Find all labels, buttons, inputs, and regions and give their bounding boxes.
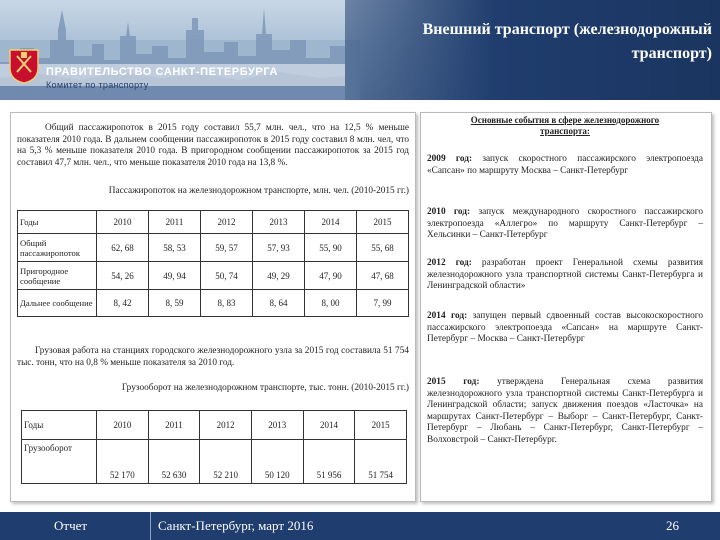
table-row-label: Грузооборот bbox=[22, 440, 97, 484]
table-header-cell: 2012 bbox=[200, 411, 252, 440]
table-header-cell: 2015 bbox=[357, 211, 409, 234]
events-panel bbox=[420, 112, 712, 502]
table-header-cell: 2012 bbox=[201, 211, 253, 234]
table-header-row bbox=[18, 211, 409, 234]
table-row bbox=[22, 440, 407, 484]
table-cell: 7, 99 bbox=[357, 290, 409, 317]
table-cell: 55, 68 bbox=[357, 234, 409, 262]
event-year: 2009 год: bbox=[427, 154, 473, 164]
events-title: Основные события в сфере железнодорожного транспорта: bbox=[470, 115, 660, 136]
table-cell: 8, 59 bbox=[149, 290, 201, 317]
event-text: разработан проект Генеральной схемы развития железнодорожного узла транспортной системы Санкт-Петербурга и Ленинградской области» bbox=[427, 258, 703, 292]
footer-report-label: Отчет bbox=[54, 518, 88, 533]
passenger-freight-panel bbox=[10, 112, 416, 502]
freight-text: Грузовая работа на станциях городского железнодорожного узла за 2015 год составила 51 754 тыс. тонн, что на 0,8 % меньше показателя за 2010 год. bbox=[17, 346, 409, 368]
table-cell: 52 170 bbox=[97, 440, 149, 484]
footer-city-date: Санкт-Петербург, март 2016 bbox=[158, 518, 314, 533]
table-row bbox=[18, 262, 409, 290]
table-header-cell: 2013 bbox=[251, 411, 303, 440]
event-item bbox=[427, 258, 703, 293]
table-cell: 8, 83 bbox=[201, 290, 253, 317]
footer-bar bbox=[0, 512, 720, 540]
event-item bbox=[427, 154, 703, 177]
table-header-cell: 2011 bbox=[149, 211, 201, 234]
table-header-cell: 2010 bbox=[97, 411, 149, 440]
table-cell: 51 754 bbox=[355, 440, 407, 484]
table-cell: 50 120 bbox=[251, 440, 303, 484]
table-cell: 51 956 bbox=[303, 440, 355, 484]
coat-of-arms-icon bbox=[8, 48, 40, 84]
table-cell: 50, 74 bbox=[201, 262, 253, 290]
event-item bbox=[427, 207, 703, 242]
table-cell: 49, 94 bbox=[149, 262, 201, 290]
table-cell: 8, 00 bbox=[305, 290, 357, 317]
table-cell: 59, 57 bbox=[201, 234, 253, 262]
table-cell: 55, 90 bbox=[305, 234, 357, 262]
event-item bbox=[427, 377, 703, 447]
table-row-label: Дальнее сообщение bbox=[18, 290, 97, 317]
table-cell: 54, 26 bbox=[97, 262, 149, 290]
event-text: запуск международного скоростного пассажирского электропоезда «Аллегро» по маршруту Санкт-Петербург – Хельсинки – Санкт-Петербург bbox=[427, 207, 704, 241]
table-row bbox=[18, 234, 409, 262]
event-year: 2015 год: bbox=[427, 377, 480, 387]
table-cell: 52 630 bbox=[148, 440, 200, 484]
table-header-cell: 2011 bbox=[148, 411, 200, 440]
event-text: запущен первый сдвоенный состав высокоскоростного пассажирского электропоезда «Сапсан» на маршруте Санкт-Петербург – Москва – Санкт-Петербург bbox=[427, 311, 703, 345]
freight-table bbox=[21, 410, 407, 484]
event-year: 2012 год: bbox=[427, 258, 472, 268]
event-year: 2010 год: bbox=[427, 207, 471, 217]
table-cell: 49, 29 bbox=[253, 262, 305, 290]
table-cell: 8, 42 bbox=[97, 290, 149, 317]
table-header-cell: 2013 bbox=[253, 211, 305, 234]
table-row-label: Пригородное сообщение bbox=[18, 262, 97, 290]
event-text: утверждена Генеральная схема развития железнодорожного узла транспортной системы Санкт-Петербурга и Ленинградской области; запуск движения поездов «Ласточка» на маршрутах Санкт-Петербург – Выборг – Санкт-Петербург, Санкт-Петербург – Любань – Санкт-Петербург, Санкт-Петербург – Волховстрой – Санкт-Петербург. bbox=[427, 377, 704, 445]
passenger-intro-text: Общий пассажиропоток в 2015 году составил 55,7 млн. чел., что на 12,5 % меньше показателя 2010 года. В дальнем сообщении пассажиропоток в 2015 году составил 8 млн. чел, что на 5,3 % меньше показателя 2010 года. В пригородном сообщении пассажиропоток за 2015 год составил 47,7 млн. чел., что меньше показателя 2010 года на 13,8 %. bbox=[17, 123, 409, 168]
table-cell: 58, 53 bbox=[149, 234, 201, 262]
page-title: Внешний транспорт (железнодорожный транспорт) bbox=[422, 21, 712, 62]
table-cell: 57, 93 bbox=[253, 234, 305, 262]
table-header-cell: 2014 bbox=[303, 411, 355, 440]
table-row bbox=[18, 290, 409, 317]
table-header-cell: 2015 bbox=[355, 411, 407, 440]
freight-table-caption: Грузооборот на железнодорожном транспорте, тыс. тонн. (2010-2015 гг.) bbox=[121, 383, 409, 393]
passenger-table bbox=[17, 210, 409, 317]
table-row-label: Общий пассажиропоток bbox=[18, 234, 97, 262]
table-header-row bbox=[22, 411, 407, 440]
table-cell: 47, 68 bbox=[357, 262, 409, 290]
page-number: 26 bbox=[666, 518, 679, 533]
event-year: 2014 год: bbox=[427, 311, 468, 321]
table-header-cell: Годы bbox=[18, 211, 97, 234]
footer-divider bbox=[150, 512, 151, 540]
table-cell: 52 210 bbox=[200, 440, 252, 484]
table-header-cell: 2010 bbox=[97, 211, 149, 234]
committee-name: Комитет по транспорту bbox=[46, 80, 149, 90]
passenger-table-caption: Пассажиропоток на железнодорожном транспорте, млн. чел. (2010-2015 гг.) bbox=[108, 186, 409, 196]
table-header-cell: Годы bbox=[22, 411, 97, 440]
header-banner bbox=[0, 0, 720, 100]
table-cell: 8, 64 bbox=[253, 290, 305, 317]
table-header-cell: 2014 bbox=[305, 211, 357, 234]
government-name: ПРАВИТЕЛЬСТВО САНКТ-ПЕТЕРБУРГА bbox=[46, 66, 279, 78]
table-cell: 62, 68 bbox=[97, 234, 149, 262]
event-item bbox=[427, 311, 703, 346]
table-cell: 47, 90 bbox=[305, 262, 357, 290]
event-text: запуск скоростного пассажирского электропоезда «Сапсан» по маршруту Москва – Санкт-Петербург bbox=[427, 154, 703, 176]
